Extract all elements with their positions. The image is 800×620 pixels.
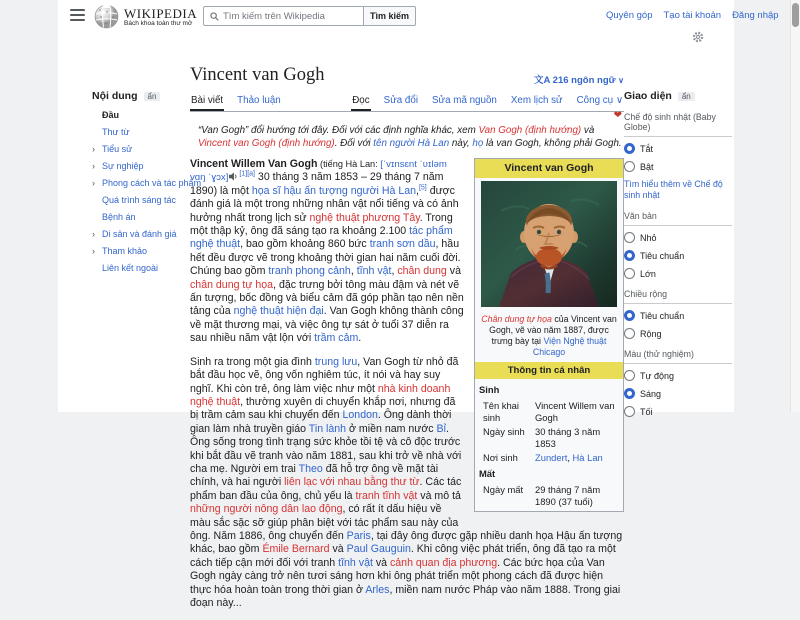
view-tab-đọc[interactable]: Đọc [351,92,370,111]
top-user-links [606,10,779,21]
reference-sup[interactable]: [5] [418,184,427,192]
toc-item[interactable] [102,263,192,273]
text-segment: 29 tháng 7 năm 1890 (37 tuổi) [535,484,601,507]
toc-item-label: Bệnh án [102,212,136,222]
text-segment: , thường xuyên di chuyển khắp nơi, nhưng đã bị trầm cảm sau khi chuyển đến [190,395,456,422]
hamburger-menu-icon[interactable] [70,9,85,21]
toc-expand-icon[interactable]: › [92,161,95,171]
toc-item[interactable] [92,161,192,171]
wiki-link[interactable]: tranh sơn dầu [369,238,436,251]
toc-item[interactable] [92,246,192,256]
wikipedia-logo[interactable] [94,4,197,29]
wikipedia-globe-icon [94,4,119,29]
text-segment: đã hỗ trợ ông về mặt tài chính, và hai người [190,462,439,489]
search-bar [203,6,416,26]
wiki-link[interactable]: người Hà Lan [350,184,416,197]
redlink[interactable]: Van Gogh (định hướng) [478,125,582,136]
search-input[interactable] [223,11,353,22]
wiki-link[interactable]: Hà Lan [572,452,603,464]
redlink[interactable]: cảnh quan địa phương [389,556,498,569]
radio-option-lớn[interactable] [624,268,732,279]
toc-item[interactable] [92,229,192,239]
wiki-link[interactable]: họ [472,138,484,149]
text-segment: Vincent Willem Van Gogh [190,158,318,170]
radio-label: Tiêu chuẩn [640,250,685,261]
wiki-link[interactable]: tên người Hà Lan [373,138,450,149]
radio-option-sáng[interactable] [624,388,732,399]
text-segment: , miền nam nước Pháp vào năm 1888. Trong giai đoạn này... [190,583,621,609]
infobox-row [479,451,619,466]
text-segment: và [446,265,461,278]
text-segment: , bao gồm khoảng 860 bức [240,238,370,251]
heart-icon[interactable]: ❤ [613,110,622,121]
radio-label: Tự động [640,370,675,381]
wiki-link[interactable]: tĩnh vật [338,556,373,569]
wiki-link[interactable]: Viện Nghệ thuật Chicago [532,335,607,357]
appearance-hide-button[interactable]: ẩn [678,92,695,101]
text-segment: và [581,125,595,136]
van-gogh-self-portrait-image [481,181,617,307]
text-segment: và [329,543,347,556]
language-selector-button[interactable] [534,72,624,86]
language-icon: 文A [534,75,551,86]
toc-item[interactable] [102,195,192,205]
text-segment: 30 tháng 3 năm 1853 – 29 tháng 7 năm 1890) là một [190,171,444,197]
wiki-link[interactable]: tranh phong cảnh [268,265,351,278]
appearance-panel [624,90,732,424]
text-segment: . Ông dành thời gian làm nhà truyền giáo [190,409,452,435]
main-scrollbar[interactable] [790,0,800,412]
view-tab-sửa-mã-nguồn[interactable]: Sửa mã nguồn [432,95,497,106]
infobox-rows [475,379,623,510]
toc-expand-icon[interactable]: › [92,178,95,188]
text-segment: . Các bức họa của Van Gogh ngày càng trở nên tươi sáng hơn khi ông phát triển một phong cách đã được hiện thực hóa hoàn toàn trong thời gian ở [190,556,605,596]
radio-label: Nhỏ [640,232,657,243]
infobox-caption [475,313,623,362]
hatnote [198,124,624,150]
toc-item-label: Sự nghiệp [102,161,144,171]
text-segment: , [416,184,419,197]
wiki-link[interactable]: họa sĩ hậu ấn tượng [251,184,348,197]
appearance-section-label: Chế độ sinh nhật (Baby Globe) [624,110,732,137]
text-segment: . Các tác phẩm ban đầu của ông, chủ yếu là [190,476,462,502]
appearance-learn-more-link[interactable]: Tìm hiểu thêm về Chế độ sinh nhật [624,179,723,200]
toc-item-label: Di sản và đánh giá [102,229,177,239]
redlink[interactable]: nhà kinh doanh nghệ thuật [190,382,451,408]
radio-label: Sáng [640,388,662,399]
infobox-title: Vincent van Gogh [475,159,623,178]
search-input-wrap [203,6,363,26]
infobox-image[interactable] [475,178,623,312]
radio-label: Tiêu chuẩn [640,310,685,321]
text-segment: , đặc trưng bởi tông màu đậm và nét vẽ ấn tượng, bốc đồng và biểu cảm đã góp phần tạo nên nền tảng của [190,278,464,318]
radio-option-tiêu-chuẩn[interactable] [624,250,732,261]
toc-expand-icon[interactable]: › [92,144,95,154]
text-segment: Sinh ra trong một gia đình [190,355,315,368]
infobox-row-label: Tên khai sinh [483,400,519,423]
article-tabbar [190,92,624,112]
tab-thảo-luận[interactable]: Thảo luận [237,95,281,106]
radio-icon[interactable] [624,232,635,243]
radio-icon[interactable] [624,143,635,154]
radio-icon[interactable] [624,161,635,172]
radio-icon[interactable] [624,268,635,279]
appearance-section-label: Văn bản [624,209,732,226]
infobox-row-label: Ngày mất [483,484,524,496]
toc-list [92,110,202,273]
text-segment: “Van Gogh” đổi hướng tới đây. Đối với các định nghĩa khác, xem [198,125,479,136]
speaker-icon[interactable] [229,172,238,181]
radio-label: Rộng [640,328,662,339]
wiki-link[interactable]: Tin lành [308,422,347,435]
wiki-link[interactable]: tĩnh vật [356,265,392,278]
wiki-link[interactable]: London [342,409,378,422]
tabs-right [351,92,624,111]
logo-title: WIKIPEDIA [124,5,198,21]
text-segment: này, [449,138,473,149]
infobox-row-value [535,452,619,464]
table-of-contents [92,90,202,280]
infobox-row-value [535,484,619,507]
text-segment: , tại đây ông được gặp nhiều danh họa Hậu ấn tượng khác, bao gồm [190,529,623,556]
reference-sup[interactable]: [1][a] [239,170,255,178]
tabs-left [190,92,282,111]
redlink[interactable]: Vincent van Gogh (định hướng) [198,138,335,149]
redlink[interactable]: liên lạc với nhau bằng thư từ [284,476,420,489]
text-segment: , [567,452,573,464]
view-tab-công-cụ[interactable]: Công cụ ∨ [576,95,623,106]
toc-title: Nội dung [92,90,138,102]
radio-option-tự-động[interactable] [624,370,732,381]
toc-item[interactable] [92,178,202,188]
redlink[interactable]: chân dung tự họa [190,278,274,291]
toc-expand-icon[interactable]: › [92,246,95,256]
redlink[interactable]: tranh tĩnh vật [355,489,418,502]
text-segment: , [350,265,357,278]
radio-icon[interactable] [624,310,635,321]
appearance-title: Giao diện [624,90,672,102]
wiki-link[interactable]: Bỉ [436,422,446,435]
toc-item[interactable] [92,144,192,154]
toc-expand-icon[interactable]: › [92,229,95,239]
search-button[interactable]: Tìm kiếm [363,6,416,26]
appearance-section-label: Chiều rộng [624,287,732,304]
toc-item[interactable] [102,212,192,222]
view-tab-xem-lịch-sử[interactable]: Xem lịch sử [510,95,563,106]
radio-option-tắt[interactable] [624,143,732,154]
radio-option-tiêu-chuẩn[interactable] [624,310,732,321]
infobox-row-label: Nơi sinh [483,452,518,464]
search-icon [210,12,219,21]
article-body [190,158,624,610]
infobox-row [479,483,619,509]
text-segment: và mô tả [417,489,461,502]
text-segment: ở miền nam nước [346,422,437,435]
toc-item-label: Tiểu sử [102,144,133,154]
redlink[interactable]: Émile Bernard [262,543,330,556]
toc-item[interactable] [102,110,192,120]
radio-label: Tắt [640,143,654,154]
redlink[interactable]: chân dung [397,265,447,278]
text-segment: , [391,265,398,278]
page-title: Vincent van Gogh [190,65,325,85]
wiki-link[interactable]: tác phẩm nghệ thuật [190,225,453,251]
infobox-section-header: Thông tin cá nhân [475,362,623,379]
wiki-link[interactable]: Paul Gauguin [346,543,411,556]
redlink[interactable]: những người nông dân lao động [190,503,343,516]
wiki-link[interactable]: trung lưu [314,355,358,368]
infobox-row [479,425,619,451]
radio-label: Tối [640,406,653,417]
text-segment: Vincent Willem van Gogh [535,400,615,423]
radio-label: Lớn [640,268,656,279]
radio-option-rộng[interactable] [624,328,732,339]
infobox-group-label: Sinh [479,384,500,396]
tab-bài-viết[interactable]: Bài viết [190,92,224,111]
text-segment: , có rất ít dấu hiệu về màu sắc sặc sỡ giúp phân biệt với tác phẩm sau này của ông. Năm 1886, ông chuyển đến [190,503,459,542]
toc-item-label: Phong cách và tác phẩm [102,178,202,188]
chevron-down-icon: ∨ [618,76,624,85]
redlink[interactable]: Chân dung tự họa [481,313,552,324]
text-segment: . Ông sống trong tình trạng sức khỏe tồi tệ và cô độc trước khi bắt đầu vẽ tranh vào năm 1881, sau khi trở về nhà với cha mẹ. Người em trai [190,422,462,475]
text-segment: của Vincent van Gogh, vẽ vào năm 1887, được trưng bày tại [489,313,617,346]
wiki-link[interactable]: Paris [346,529,371,542]
toc-item-label: Tham khảo [102,246,148,256]
wiki-link[interactable]: Theo [298,462,323,475]
article-main [190,64,624,620]
text-segment: . Van Gogh không thành công về mặt thương mại, và việc ông tự sát ở tuổi 37 diễn ra sau nhiều năm vật lộn với [190,305,464,345]
appearance-section-label: Màu (thử nghiệm) [624,347,732,364]
radio-option-nhỏ[interactable] [624,232,732,243]
logo-tagline: Bách khoa toàn thư mở [124,19,193,27]
wiki-link[interactable]: Zundert [535,452,568,464]
top-link-1[interactable]: Tạo tài khoản [663,10,722,21]
gear-icon[interactable] [692,31,704,43]
text-segment: được đánh giá là một trong những nhân vật nổi tiếng và có ảnh hưởng nhất trong lịch sử [190,184,459,224]
toc-item-label: Đầu [102,110,120,120]
infobox [474,158,624,512]
toc-item-label: Thư từ [102,127,130,137]
text-segment: 30 tháng 3 năm 1853 [535,426,601,449]
radio-option-bật[interactable] [624,161,732,172]
infobox-row-value [535,426,619,449]
text-segment: , hầu hết đều được vẽ trong khoảng thời gian hai năm cuối đời. Chúng bao gồm [190,238,461,278]
redlink[interactable]: nghệ thuật phương Tây [309,211,420,224]
toc-item[interactable] [102,127,192,137]
toc-item-label: Quá trình sáng tác [102,195,177,205]
language-count-label: 216 ngôn ngữ [552,75,616,86]
radio-icon[interactable] [624,250,635,261]
scrollbar-thumb[interactable] [792,3,799,27]
text-segment: . Đối với [334,138,374,149]
content-surface [58,0,779,609]
toc-hide-button[interactable]: ẩn [144,92,161,101]
radio-icon[interactable] [624,370,635,381]
text-segment: là van Gogh, không phải Gogh. [483,138,622,149]
wiki-link[interactable]: nghệ thuật hiện đại [233,305,324,318]
wiki-link[interactable]: Arles [365,583,390,596]
toc-item-label: Liên kết ngoài [102,263,159,273]
text-segment: , Van Gogh từ nhỏ đã bắt đầu học vẽ, ông vốn nghiêm túc, ít nói và hay suy nghĩ. Khi còn trẻ, ông làm việc như một [190,355,459,395]
text-segment: (tiếng Hà Lan: [317,159,381,169]
top-link-0[interactable]: Quyên góp [606,10,653,21]
wiki-link[interactable]: trầm cảm [314,332,359,345]
infobox-group-label: Mất [479,468,496,480]
appearance-sections [624,110,732,417]
wiki-link[interactable]: [ˈvɪnsɛnt ˈʋɪləm vɑŋ ˈɣɔx] [190,159,447,184]
view-tab-sửa-đổi[interactable]: Sửa đổi [383,95,419,106]
infobox-row-label: Ngày sinh [483,426,525,438]
radio-icon[interactable] [624,328,635,339]
radio-icon[interactable] [624,388,635,399]
text-segment: . [358,332,362,345]
radio-label: Bật [640,161,654,172]
wikipedia-wordmark [124,7,197,27]
text-segment: . Khi công việc phát triển, ông đã tạo ra một cách tiếp cận mới đối với tranh [190,543,616,569]
text-segment: và [372,556,390,569]
text-segment: . Trong một thập kỷ, ông đã sáng tạo ra khoảng 2.100 [190,211,453,238]
top-link-2[interactable]: Đăng nhập [732,10,779,21]
